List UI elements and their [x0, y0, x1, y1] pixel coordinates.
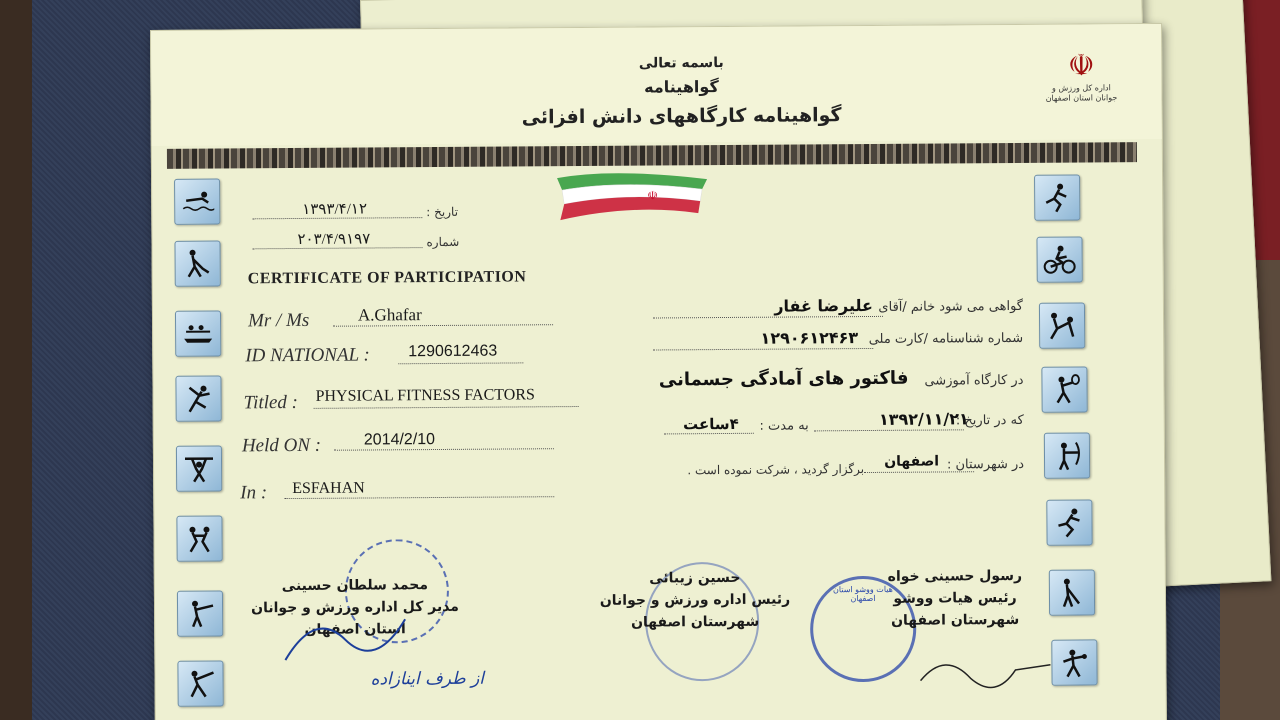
- workshop-label: در کارگاه آموزشی: [924, 372, 1024, 389]
- name-line: [333, 324, 553, 327]
- held-line: [334, 448, 554, 451]
- signature-scribble-icon: [915, 640, 1055, 701]
- swimming-icon: [174, 179, 220, 225]
- signature-name: محمد سلطان حسینی: [281, 577, 429, 595]
- archery-icon: [1044, 432, 1090, 478]
- in-label: In :: [240, 482, 268, 504]
- signature-block-right: [875, 565, 1035, 632]
- shooting-icon: [177, 591, 223, 637]
- certificate: [150, 23, 1167, 720]
- signature-name: رسول حسینی خواه: [887, 567, 1023, 585]
- boxing-icon: [1051, 639, 1097, 685]
- signature-name: حسین زیبائی: [649, 569, 741, 587]
- athletics-icon: [1034, 175, 1080, 221]
- hockey-icon: [174, 241, 220, 287]
- date-line: [252, 217, 422, 219]
- persian-date-value: ۱۳۹۲/۱۱/۲۱: [878, 409, 969, 429]
- signature-title: رئیس اداره ورزش و جوانان: [599, 591, 791, 609]
- titled-line: [314, 406, 579, 409]
- flag-ribbon-icon: [552, 167, 712, 228]
- svg-text:☫: ☫: [647, 188, 658, 203]
- cycling-icon: [1036, 236, 1082, 282]
- in-value: ESFAHAN: [292, 479, 365, 498]
- held-label: Held ON :: [241, 434, 322, 457]
- iran-emblem-icon: ☫ اداره کل ورزش و جوانان استان اصفهان: [1041, 49, 1122, 135]
- persian-id-line: [653, 348, 873, 351]
- handwritten-signature-icon: [275, 589, 416, 680]
- certify-label: گواهی می شود خانم /آقای: [878, 298, 1024, 315]
- persian-id-label: شماره شناسنامه /کارت ملی: [868, 330, 1024, 347]
- name-label: Mr / Ms: [247, 309, 310, 332]
- gymnastics-icon: [175, 376, 221, 422]
- persian-date-line: [814, 429, 964, 431]
- rowing-icon: [175, 311, 221, 357]
- stamp-text: هیات ووشو استان اصفهان: [832, 584, 893, 604]
- certificate-header: [151, 24, 1162, 146]
- id-value: 1290612463: [408, 342, 498, 361]
- wrestling-icon: [176, 516, 222, 562]
- signature-place: شهرستان اصفهان: [631, 613, 760, 631]
- city-line: [864, 471, 974, 473]
- titled-label: Titled :: [243, 391, 299, 414]
- signature-place: استان اصفهان: [304, 621, 406, 638]
- id-label: ID NATIONAL :: [245, 344, 370, 367]
- city-label: در شهرستان :: [946, 456, 1025, 473]
- held-text: برگزار گردید ، شرکت نموده است .: [687, 462, 865, 478]
- held-value: 2014/2/10: [363, 431, 436, 449]
- number-label: شماره: [426, 234, 460, 250]
- name-value: A.Ghafar: [357, 305, 422, 325]
- number-value: ۲۰۳/۴/۹۱۹۷: [297, 231, 371, 248]
- persian-name-line: [653, 316, 883, 319]
- wooden-table-edge: [0, 0, 32, 720]
- duration-label: به مدت :: [759, 418, 809, 434]
- certificate-title: CERTIFICATE OF PARTICIPATION: [247, 268, 527, 288]
- weightlifting-icon: [176, 446, 222, 492]
- handwritten-note: از طرف اینازاده: [370, 668, 485, 690]
- signature-place: شهرستان اصفهان: [891, 611, 1020, 629]
- signature-title: مدیر کل اداره ورزش و جوانان: [251, 598, 459, 617]
- golf-icon: [1049, 569, 1095, 615]
- persian-id-value: ۱۲۹۰۶۱۲۴۶۳: [760, 328, 859, 348]
- header-bismillah: باسمه تعالی: [638, 54, 724, 72]
- persian-date-label: که در تاریخ :: [955, 412, 1024, 429]
- city-value: اصفهان: [884, 453, 940, 470]
- workshop-value: فاکتور های آمادگی جسمانی: [658, 367, 909, 391]
- duration-line: [664, 433, 754, 435]
- judo-icon: [1039, 302, 1085, 348]
- signature-block-middle: [595, 567, 795, 634]
- date-value: ۱۳۹۳/۴/۱۲: [302, 201, 368, 218]
- running-icon: [1046, 499, 1092, 545]
- date-label: تاریخ :: [426, 204, 459, 220]
- persian-name-value: علیرضا غفار: [774, 295, 874, 316]
- id-line: [398, 362, 523, 364]
- signature-title: رئیس هیات ووشو: [893, 589, 1017, 607]
- header-title: گواهینامه: [644, 77, 719, 97]
- tennis-icon: [1041, 366, 1087, 412]
- number-line: [253, 247, 423, 249]
- fencing-icon: [177, 661, 223, 707]
- duration-value: ۴ساعت: [683, 414, 739, 434]
- header-subtitle: گواهینامه کارگاههای دانش افزائی: [521, 104, 842, 129]
- titled-value: PHYSICAL FITNESS FACTORS: [315, 386, 535, 405]
- emblem-text: اداره کل ورزش و جوانان استان اصفهان: [1045, 83, 1118, 103]
- decorative-border: [167, 142, 1137, 169]
